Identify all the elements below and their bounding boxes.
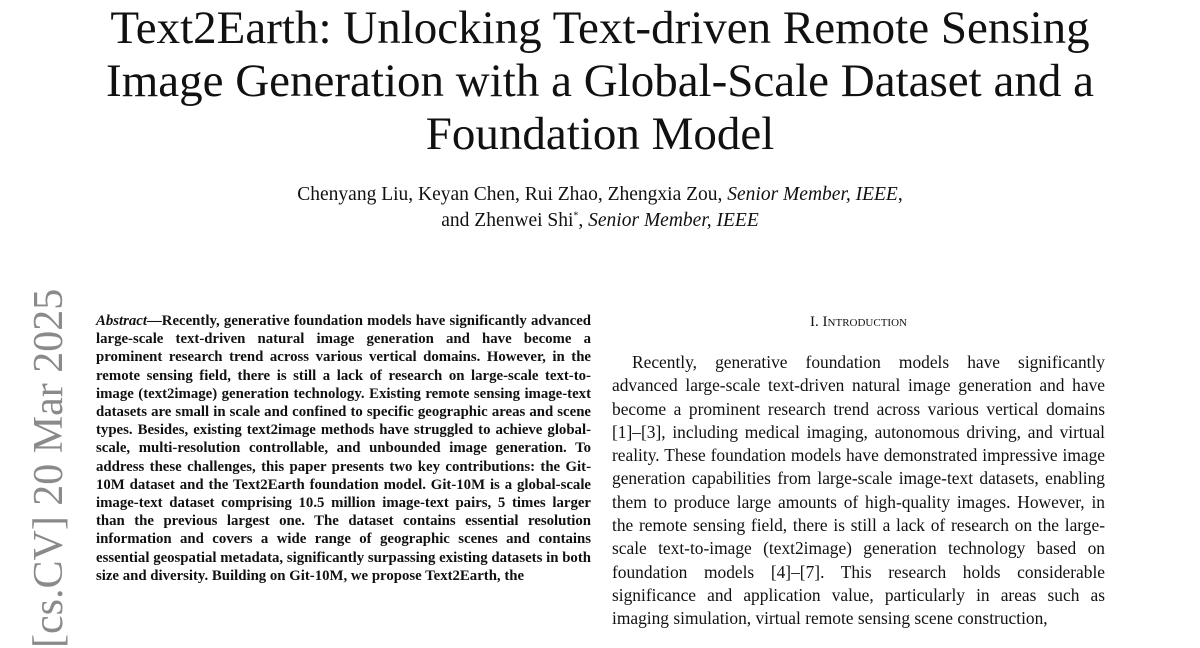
author-line-1 <box>100 182 1100 208</box>
author-line-2 <box>100 208 1100 234</box>
section-number: I. <box>810 314 823 330</box>
author-names: Chenyang Liu, Keyan Chen, Rui Zhao, Zhengxia Zou, <box>297 184 728 205</box>
section-heading-introduction <box>612 312 1105 332</box>
author-block <box>100 182 1100 234</box>
author-separator: , <box>578 210 589 231</box>
paper-title: Text2Earth: Unlocking Text-driven Remote Sensing Image Generation with a Global-Scale Dataset and a Foundation Model <box>106 2 1094 160</box>
author-separator: , <box>897 184 903 205</box>
author-role: Senior Member, IEEE <box>727 184 898 205</box>
abstract-dash: — <box>146 313 162 329</box>
abstract-label: Abstract <box>96 313 147 329</box>
abstract-text: Recently, generative foundation models have significantly advanced large-scale text-driven natural image generation and have become a prominent research trend across various vertical domains. However, in the remote sensing field, there is still a lack of research on large-scale text-to-image (text2image) generation technology. Existing remote sensing image-text datasets are small in scale and confined to specific geographic areas and scene types. Besides, existing text2image methods have struggled to achieve global-scale, multi-resolution controllable, and unbounded image generation. To address these challenges, this paper presents two key contributions: the Git-10M dataset and the Text2Earth foundation model. Git-10M is a global-scale image-text dataset comprising 10.5 million image-text pairs, 5 times larger than the previous largest one. The dataset contains essential resolution information and covers a wide range of geographic scenes and contains essential geospatial metadata, significantly surpassing existing datasets in both size and diversity. Building on Git-10M, we propose Text2Earth, the <box>96 313 591 584</box>
abstract-paragraph <box>96 312 591 585</box>
author-names: and Zhenwei Shi <box>441 210 574 231</box>
author-role: Senior Member, IEEE <box>588 210 759 231</box>
arxiv-side-stamp: [cs.CV] 20 Mar 2025 <box>26 288 72 648</box>
section-title: Introduction <box>822 314 907 330</box>
corresponding-author-mark: * <box>573 210 579 222</box>
introduction-paragraph: Recently, generative foundation models have significantly advanced large-scale text-driven natural image generation and have become a prominent research trend across various vertical domains [1]–[3], including medical imaging, autonomous driving, and virtual reality. These foundation models have demonstrated impressive image generation capabilities from large-scale image-text datasets, enabling them to produce large amounts of high-quality images. However, in the remote sensing field, there is still a lack of research on the large-scale text-to-image (text2image) generation technology based on foundation models [4]–[7]. This research holds considerable significance and application value, particularly in areas such as imaging simulation, virtual remote sensing scene construction, <box>612 352 1105 629</box>
